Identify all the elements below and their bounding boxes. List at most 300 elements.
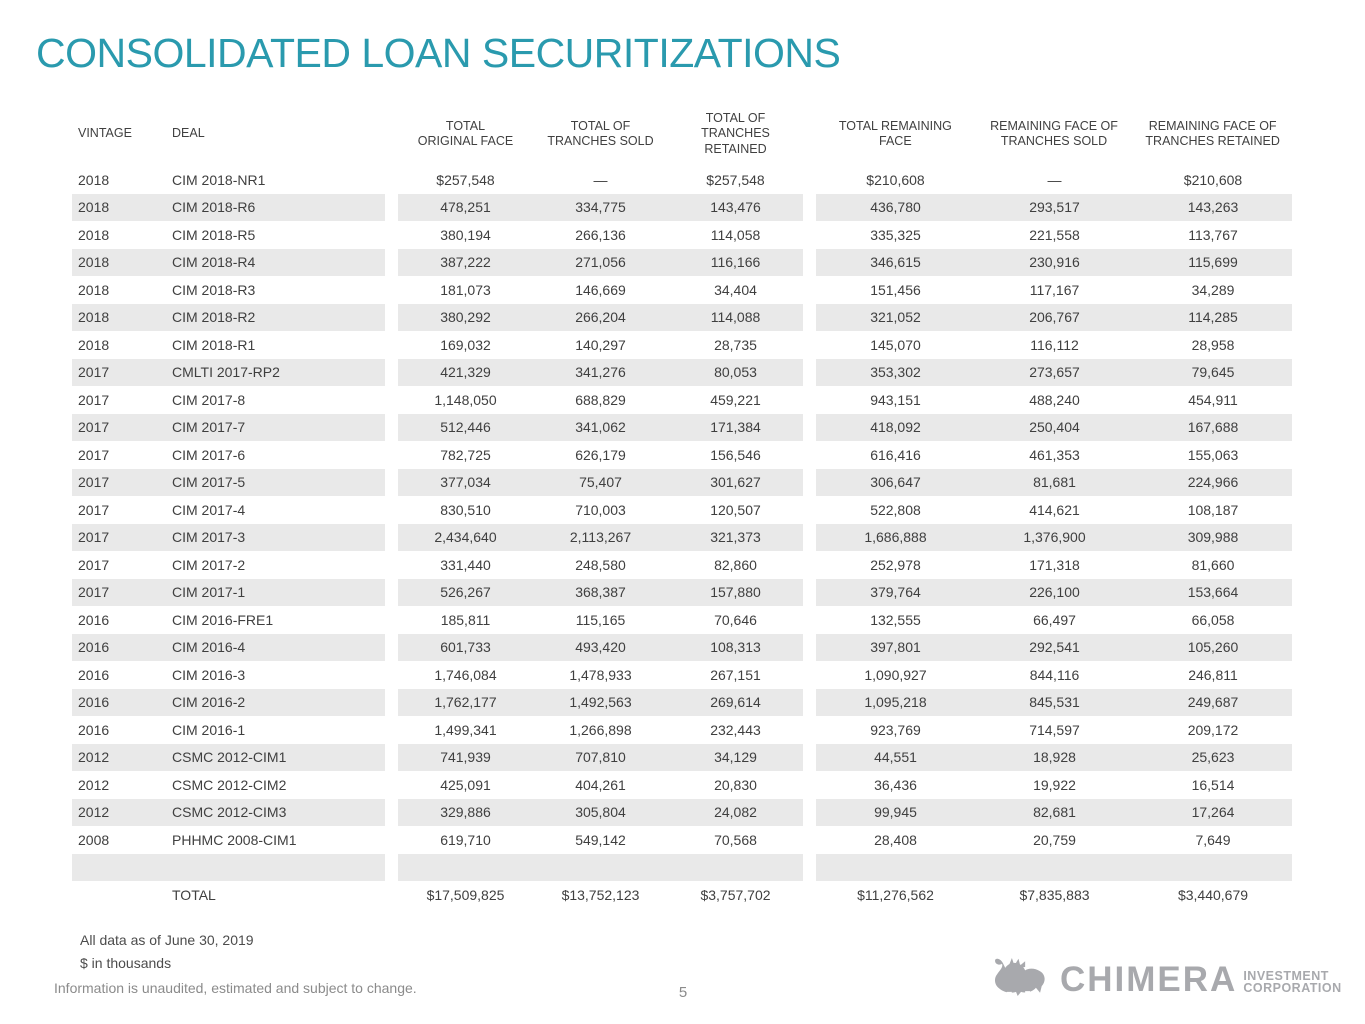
table-cell: 335,325 [870,226,921,243]
row-band [816,386,1292,414]
table-cell: 522,808 [870,501,921,518]
table-row [72,304,1292,332]
table-cell: 115,699 [1188,254,1238,271]
table-cell: 117,167 [1029,281,1080,298]
table-header-row [72,102,1292,166]
row-band [72,304,385,332]
row-band [398,606,803,634]
table-cell: 105,260 [1187,639,1239,656]
table-cell: CIM 2016-2 [172,694,246,711]
row-band [816,634,1292,662]
table-cell: 2017 [78,391,110,408]
table-cell: 115,165 [575,611,626,628]
table-cell: 230,916 [1029,254,1080,271]
row-band [72,359,385,387]
table-cell: 17,264 [1191,804,1235,821]
table-cell: 2016 [78,721,110,738]
table-row [72,469,1292,497]
table-cell: 1,148,050 [434,391,497,408]
table-cell: 34,129 [714,749,757,766]
table-cell: 28,958 [1191,336,1235,353]
table-cell: 844,116 [1029,666,1080,683]
row-band [816,359,1292,387]
table-cell: 619,710 [440,831,491,848]
row-band [72,771,385,799]
table-cell: 2016 [78,639,110,656]
table-row [72,386,1292,414]
table-cell: 601,733 [440,639,491,656]
table-cell: 688,829 [575,391,626,408]
col-header-vintage: VINTAGE [78,126,132,141]
row-band [72,744,385,772]
table-cell: CIM 2017-8 [172,391,246,408]
table-cell: 2018 [78,171,110,188]
table-cell: CIM 2018-NR1 [172,171,266,188]
table-body [72,166,1292,881]
header-band [398,111,803,157]
row-band [816,166,1292,194]
table-cell: 306,647 [870,474,921,491]
table-cell: 309,988 [1187,529,1239,546]
row-band [72,221,385,249]
table-cell: $210,608 [866,171,925,188]
table-cell: 1,090,927 [864,666,927,683]
row-band [816,194,1292,222]
table-cell: 404,261 [575,776,626,793]
table-row [72,551,1292,579]
table-cell: 353,302 [870,364,921,381]
row-band [72,689,385,717]
table-row [72,359,1292,387]
table-cell: 1,746,084 [434,666,497,683]
table-cell: 368,387 [575,584,626,601]
footnote-disclaimer: Information is unaudited, estimated and subject to change. [54,980,417,996]
table-cell [72,854,172,882]
table-cell: 387,222 [440,254,491,271]
col-header-remaining-face-tranches-retained: REMAINING FACE OF TRANCHES RETAINED [1145,118,1280,148]
securitizations-table [72,102,1292,909]
row-band [398,881,803,909]
row-band [398,469,803,497]
table-cell: CMLTI 2017-RP2 [172,364,280,381]
table-cell: 380,194 [440,226,491,243]
row-band [398,854,803,882]
table-cell: CSMC 2012-CIM1 [172,749,287,766]
row-band [72,194,385,222]
table-cell: CIM 2017-3 [172,529,246,546]
row-band [816,414,1292,442]
row-band [72,799,385,827]
table-cell: 1,492,563 [569,694,632,711]
row-band [398,771,803,799]
table-cell: 226,100 [1029,584,1080,601]
table-row [72,414,1292,442]
row-band [398,276,803,304]
header-band [72,126,385,141]
table-cell: 707,810 [575,749,626,766]
table-row [72,606,1292,634]
table-cell: CIM 2017-4 [172,501,246,518]
table-row [72,221,1292,249]
table-cell: 2,434,640 [434,529,497,546]
row-band [72,579,385,607]
row-band [816,496,1292,524]
table-cell: 341,062 [575,419,626,436]
table-cell: CIM 2016-1 [172,721,246,738]
footnote-as-of-date: All data as of June 30, 2019 [80,932,254,948]
table-cell: CIM 2016-3 [172,666,246,683]
table-cell: 7,649 [1195,831,1231,848]
table-cell: 75,407 [579,474,622,491]
table-cell [816,854,975,882]
table-cell: 82,681 [1033,804,1076,821]
row-band [816,469,1292,497]
row-band [398,166,803,194]
table-cell: 2012 [78,776,110,793]
table-cell: $210,608 [1183,171,1243,188]
table-cell: 120,507 [710,501,761,518]
table-cell: 292,541 [1029,639,1080,656]
row-band [816,441,1292,469]
table-cell: 2018 [78,281,110,298]
table-cell: 710,003 [575,501,626,518]
table-cell: 25,623 [1191,749,1235,766]
table-cell: 81,660 [1191,556,1235,573]
table-cell: CIM 2017-2 [172,556,246,573]
table-cell: 379,764 [870,584,921,601]
table-cell: 377,034 [440,474,491,491]
table-cell: 181,073 [440,281,491,298]
table-row [72,689,1292,717]
table-cell: 454,911 [1188,391,1238,408]
total-cell: $3,757,702 [700,886,771,903]
table-row [72,194,1292,222]
table-cell: 221,558 [1029,226,1080,243]
table-row [72,249,1292,277]
row-band [398,331,803,359]
table-total-row [72,881,1292,909]
table-cell: 2008 [78,831,110,848]
row-band [72,826,385,854]
row-band [816,744,1292,772]
row-band [816,661,1292,689]
row-band [72,276,385,304]
table-cell: 224,966 [1187,474,1239,491]
table-cell: 79,645 [1191,364,1235,381]
row-band [398,304,803,332]
row-band [816,331,1292,359]
table-cell: 28,408 [874,831,917,848]
table-cell: 1,478,933 [569,666,632,683]
table-cell: 626,179 [575,446,626,463]
table-cell: CIM 2017-6 [172,446,246,463]
table-cell [1134,854,1292,882]
row-band [816,276,1292,304]
table-cell: 329,886 [440,804,491,821]
row-band [398,661,803,689]
table-row [72,276,1292,304]
table-row [72,661,1292,689]
row-band [72,634,385,662]
footnote-units: $ in thousands [80,955,172,971]
row-band [816,716,1292,744]
row-band [816,579,1292,607]
table-cell: 397,801 [870,639,921,656]
table-cell: 478,251 [440,199,491,216]
table-cell: 2016 [78,666,110,683]
row-band [398,249,803,277]
col-header-total-tranches-retained: TOTAL OF TRANCHES RETAINED [701,111,770,156]
row-band [72,524,385,552]
table-cell: CSMC 2012-CIM2 [172,776,287,793]
table-cell: 943,151 [870,391,921,408]
table-cell: CIM 2016-FRE1 [172,611,274,628]
table-cell: 66,058 [1191,611,1235,628]
table-cell [668,854,803,882]
table-cell: 380,292 [440,309,491,326]
table-cell: 153,664 [1187,584,1239,601]
row-band [398,634,803,662]
table-cell: $257,548 [706,171,765,188]
table-cell: 209,172 [1187,721,1239,738]
total-label: TOTAL [172,886,216,903]
row-band [398,689,803,717]
table-cell: 156,546 [710,446,761,463]
table-row [72,634,1292,662]
table-cell: 145,070 [870,336,921,353]
table-cell: 2017 [78,584,110,601]
logo-subtext [1243,970,1341,994]
table-cell: 321,373 [710,529,761,546]
table-cell: 34,289 [1191,281,1235,298]
table-cell: 2,113,267 [569,529,632,546]
table-cell: 250,404 [1029,419,1080,436]
table-cell: 2018 [78,254,110,271]
table-cell: 2018 [78,309,110,326]
table-row [72,826,1292,854]
table-cell: 2018 [78,199,110,216]
row-band [398,744,803,772]
table-cell: 269,614 [710,694,761,711]
row-band [398,194,803,222]
row-band [72,469,385,497]
table-row [72,744,1292,772]
table-cell: 293,517 [1029,199,1080,216]
table-cell: 2018 [78,226,110,243]
page-number: 5 [678,984,688,1001]
table-cell: — [593,171,608,188]
row-band [816,826,1292,854]
row-band [398,826,803,854]
row-band [816,799,1292,827]
table-cell: 526,267 [440,584,491,601]
table-row [72,854,1292,882]
table-cell: 2017 [78,446,110,463]
row-band [816,881,1292,909]
table-cell: 923,769 [870,721,921,738]
table-cell: 346,615 [870,254,921,271]
table-cell: 146,669 [575,281,626,298]
table-cell: 436,780 [870,199,921,216]
table-row [72,331,1292,359]
row-band [398,799,803,827]
row-band [72,551,385,579]
table-cell: 334,775 [575,199,626,216]
row-band [398,551,803,579]
table-cell: — [1047,171,1062,188]
table-cell: 143,263 [1187,199,1239,216]
table-cell: 2016 [78,611,110,628]
table-cell: 24,082 [714,804,757,821]
chimera-creature-icon [992,952,1050,1002]
row-band [72,606,385,634]
table-cell: 44,551 [874,749,917,766]
table-cell: 206,767 [1029,309,1080,326]
table-cell: 459,221 [710,391,761,408]
table-cell: CSMC 2012-CIM3 [172,804,287,821]
table-cell: 512,446 [440,419,491,436]
table-cell: CIM 2017-7 [172,419,246,436]
col-header-total-original-face: TOTAL ORIGINAL FACE [417,118,514,148]
row-band [398,221,803,249]
table-cell: 19,922 [1033,776,1076,793]
table-cell: 18,928 [1033,749,1076,766]
col-header-total-tranches-sold: TOTAL OF TRANCHES SOLD [547,118,654,148]
table-cell: 266,136 [575,226,626,243]
row-band [398,579,803,607]
table-cell: 116,112 [1030,336,1079,353]
row-band [72,386,385,414]
table-cell: 20,830 [714,776,757,793]
header-band [816,119,1292,150]
total-cell: $11,276,562 [857,886,934,903]
table-cell: CIM 2017-1 [172,584,246,601]
table-cell: 34,404 [714,281,757,298]
total-cell: $7,835,883 [1019,886,1090,903]
total-cell: $3,440,679 [1177,886,1249,903]
table-cell: 252,978 [870,556,921,573]
table-cell: 425,091 [440,776,491,793]
table-cell: 167,688 [1187,419,1239,436]
table-cell: 421,329 [440,364,491,381]
row-band [72,716,385,744]
table-cell: CIM 2018-R4 [172,254,256,271]
table-cell: 2017 [78,364,110,381]
table-cell: 461,353 [1029,446,1080,463]
table-cell: 266,204 [575,309,626,326]
table-cell: PHHMC 2008-CIM1 [172,831,297,848]
table-cell: 113,767 [1188,226,1238,243]
table-cell: 16,514 [1191,776,1235,793]
table-row [72,441,1292,469]
row-band [72,249,385,277]
table-cell: 414,621 [1029,501,1080,518]
table-cell: 249,687 [1187,694,1239,711]
table-cell: 267,151 [710,666,761,683]
table-cell: 132,555 [870,611,921,628]
table-cell: 741,939 [440,749,491,766]
table-cell: 1,266,898 [569,721,632,738]
row-band [398,386,803,414]
row-band [816,689,1292,717]
table-cell: CIM 2018-R1 [172,336,256,353]
logo-subtext-line2: CORPORATION [1243,981,1342,995]
table-cell: 271,056 [575,254,626,271]
table-cell: 321,052 [870,309,921,326]
table-cell: 155,063 [1187,446,1239,463]
table-cell: 1,762,177 [434,694,497,711]
table-cell: 246,811 [1188,666,1238,683]
table-cell: 1,376,900 [1023,529,1086,546]
row-band [72,441,385,469]
table-cell: 36,436 [874,776,917,793]
row-band [72,496,385,524]
table-cell: 488,240 [1029,391,1080,408]
logo-wordmark: CHIMERA [1060,959,1238,999]
table-row [72,579,1292,607]
table-cell: 81,681 [1033,474,1076,491]
table-cell: 151,456 [870,281,921,298]
row-band [398,524,803,552]
table-row [72,771,1292,799]
table-cell [533,854,668,882]
table-cell: 232,443 [710,721,761,738]
table-cell: 82,860 [714,556,757,573]
table-cell: 114,088 [710,309,761,326]
table-cell: 2017 [78,474,110,491]
table-cell: 2017 [78,419,110,436]
table-cell: 143,476 [710,199,761,216]
table-cell: 2012 [78,749,110,766]
table-cell: 2016 [78,694,110,711]
table-cell: 99,945 [874,804,917,821]
col-header-total-remaining-face: TOTAL REMAINING FACE [838,118,952,148]
table-row [72,716,1292,744]
table-cell: 2018 [78,336,110,353]
table-row [72,524,1292,552]
table-cell: 116,166 [710,254,761,271]
total-cell: $13,752,123 [561,886,640,903]
row-band [72,881,385,909]
table-cell: CIM 2016-4 [172,639,246,656]
table-cell: 616,416 [870,446,921,463]
table-cell: 169,032 [440,336,491,353]
table-cell: 493,420 [575,639,626,656]
table-cell [398,854,533,882]
table-cell: CIM 2018-R2 [172,309,256,326]
logo-subtext-line1: INVESTMENT [1243,969,1329,983]
table-cell: CIM 2018-R6 [172,199,256,216]
table-cell: 140,297 [575,336,626,353]
table-cell: 273,657 [1029,364,1080,381]
row-band [398,716,803,744]
table-cell: 114,058 [710,226,761,243]
table-cell: 108,187 [1187,501,1239,518]
row-band [816,854,1292,882]
table-cell [172,854,385,882]
table-row [72,166,1292,194]
table-cell: 248,580 [575,556,626,573]
table-cell: 171,318 [1029,556,1080,573]
row-band [816,524,1292,552]
table-cell: $257,548 [436,171,495,188]
table-cell: 66,497 [1033,611,1076,628]
chimera-logo [992,952,1342,1002]
table-cell: CIM 2018-R5 [172,226,256,243]
table-cell: 845,531 [1029,694,1080,711]
table-cell: 782,725 [440,446,491,463]
row-band [398,441,803,469]
